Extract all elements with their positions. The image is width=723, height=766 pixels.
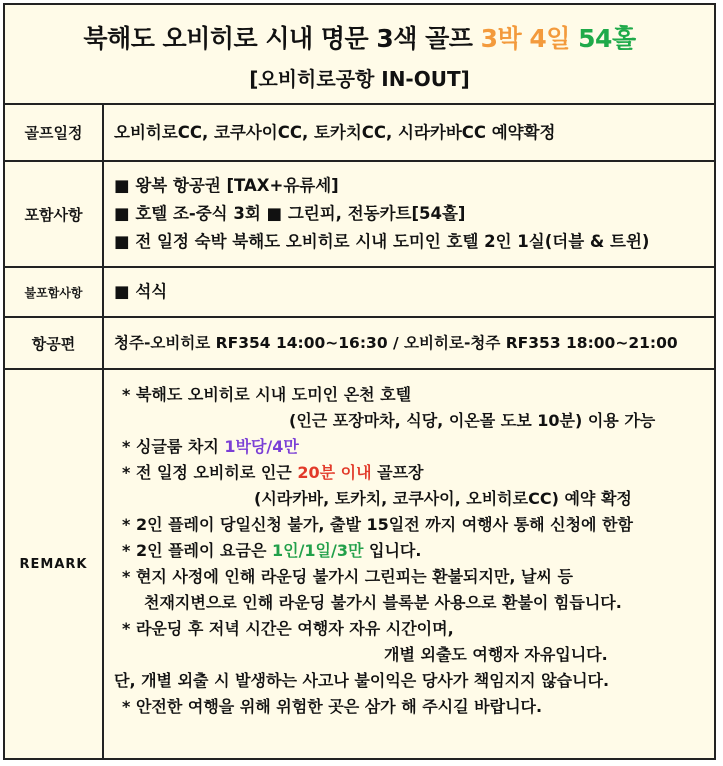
remark-line bbox=[114, 538, 714, 564]
distance-highlight: 20분 이내 bbox=[297, 463, 372, 482]
included-item: ■ 호텔 조-중식 3회 ■ 그린피, 전동카트[54홀] bbox=[114, 204, 466, 223]
remark-line: * 북해도 오비히로 시내 도미인 온천 호텔 bbox=[122, 385, 412, 404]
included-item: ■ 왕복 항공권 [TAX+유류세] bbox=[114, 176, 339, 195]
remark-line: * 안전한 여행을 위해 위험한 곳은 삼가 해 주시길 바랍니다. bbox=[122, 697, 543, 716]
excluded-item: ■ 석식 bbox=[114, 282, 168, 301]
row-flight bbox=[5, 318, 714, 370]
remark-line: * 라운딩 후 저녁 시간은 여행자 자유 시간이며, bbox=[122, 619, 454, 638]
label-flight: 항공편 bbox=[5, 318, 104, 368]
remark-line: 단, 개별 외출 시 발생하는 사고나 불이익은 당사가 책임지지 않습니다. bbox=[114, 671, 610, 690]
remark-text: * 전 일정 오비히로 인근 bbox=[122, 463, 298, 482]
content-excluded bbox=[104, 268, 714, 316]
row-excluded bbox=[5, 268, 714, 318]
remark-line bbox=[114, 434, 714, 460]
remark-text: * 싱글룸 차지 bbox=[122, 437, 225, 456]
remark-text: * 2인 플레이 요금은 bbox=[122, 541, 272, 560]
title-days: 4일 bbox=[529, 24, 570, 53]
row-golf-schedule bbox=[5, 105, 714, 162]
remark-line bbox=[114, 460, 714, 486]
remark-line: 개별 외출도 여행자 자유입니다. bbox=[384, 645, 608, 664]
label-included: 포함사항 bbox=[5, 162, 104, 266]
remark-line: (인근 포장마차, 식당, 이온몰 도보 10분) 이용 가능 bbox=[289, 411, 656, 430]
remark-line: * 2인 플레이 당일신청 불가, 출발 15일전 까지 여행사 통해 신청에 한함 bbox=[122, 515, 633, 534]
title-main: 북해도 오비히로 시내 명문 3색 골프 bbox=[83, 24, 473, 53]
remark-line: * 현지 사정에 인해 라운딩 불가시 그린피는 환불되지만, 날씨 등 bbox=[122, 567, 573, 586]
golf-schedule-text: 오비히로CC, 코쿠사이CC, 토카치CC, 시라카바CC 예약확정 bbox=[114, 122, 556, 142]
content-included bbox=[104, 162, 714, 266]
included-item: ■ 전 일정 숙박 북해도 오비히로 시내 도미인 호텔 2인 1실(더블 & 트윈) bbox=[114, 232, 650, 251]
remark-text: 입니다. bbox=[363, 541, 422, 560]
page-title bbox=[5, 23, 714, 55]
content-golf-schedule bbox=[104, 105, 714, 160]
remark-text: 골프장 bbox=[371, 463, 424, 482]
remark-line: (시라카바, 토카치, 코쿠사이, 오비히로CC) 예약 확정 bbox=[254, 489, 632, 508]
title-nights: 3박 bbox=[480, 24, 522, 53]
row-remark bbox=[5, 370, 714, 758]
two-player-fee: 1인/1일/3만 bbox=[271, 541, 364, 560]
remark-line: 천재지변으로 인해 라운딩 불가시 블록분 사용으로 환불이 힘듭니다. bbox=[144, 593, 622, 612]
page-subtitle: [오비히로공항 IN-OUT] bbox=[249, 67, 470, 91]
content-remark bbox=[104, 370, 714, 758]
label-excluded: 불포함사항 bbox=[5, 268, 104, 316]
tour-info-sheet bbox=[3, 3, 716, 760]
label-remark: REMARK bbox=[5, 370, 104, 758]
flight-text: 청주-오비히로 RF354 14:00~16:30 / 오비히로-청주 RF353 18:00~21:00 bbox=[114, 334, 678, 352]
label-golf-schedule: 골프일정 bbox=[5, 105, 104, 160]
title-holes: 54홀 bbox=[578, 24, 636, 53]
content-flight bbox=[104, 318, 714, 368]
row-included bbox=[5, 162, 714, 268]
single-room-charge: 1박당/4만 bbox=[224, 437, 299, 456]
title-block bbox=[5, 5, 714, 105]
